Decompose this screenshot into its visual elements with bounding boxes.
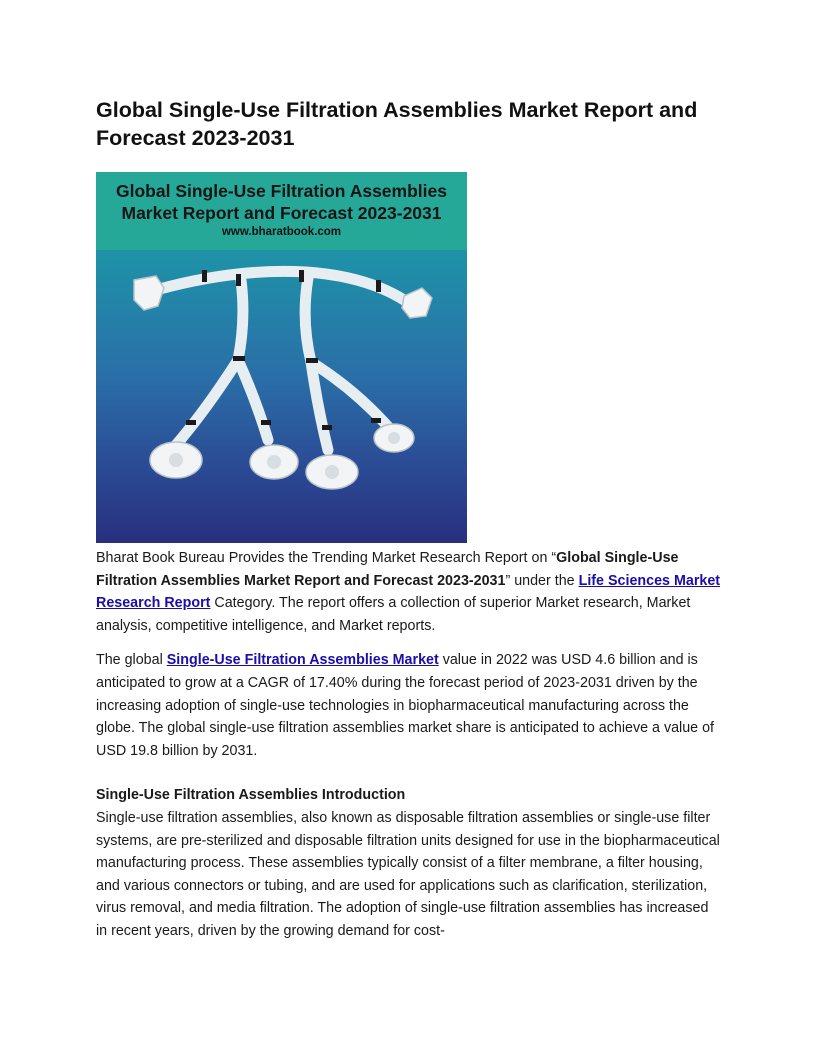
- text-span: Bharat Book Bureau Provides the Trending Market Research Report on “: [96, 550, 557, 566]
- text-span: Category. The report offers a collection of superior Market research, Market analysis, competitive intelligence, and Market reports.: [96, 595, 691, 634]
- banner-title-line2: Market Report and Forecast 2023-2031: [121, 203, 442, 223]
- text-span: The global: [96, 652, 167, 669]
- life-sciences-link[interactable]: Life Sciences Market Research Report: [96, 572, 721, 612]
- banner-url: www.bharatbook.com: [221, 226, 342, 238]
- market-link[interactable]: Single-Use Filtration Assemblies Market: [166, 652, 439, 669]
- introduction-section: [96, 784, 722, 942]
- section-body: Single-use filtration assemblies, also known as disposable filtration assemblies or single-use filter systems, are pre-sterilized and disposable filtration units designed for use in the biopharmaceutical manufacturing process. These assemblies typically consist of a filter membrane, a filter housing, and various connectors or tubing, and are used for applications such as clarification, sterilization, virus removal, and media filtration. The adoption of single-use filtration assemblies has increased in recent years, driven by the growing demand for cost-: [96, 809, 720, 939]
- banner-title-line1: Global Single-Use Filtration Assemblies: [116, 181, 447, 201]
- text-span: value in 2022 was USD 4.6 billion and is anticipated to grow at a CAGR of 17.40% during the forecast period of 2023-2031 driven by the increasing adoption of single-use technologies in biopharmaceutical manufacturing across the globe. The global single-use filtration assemblies market share is anticipated to achieve a value of USD 19.8 billion by 2031.: [96, 652, 715, 759]
- market-value-paragraph: [96, 649, 722, 762]
- document-page: [96, 96, 722, 943]
- section-heading: Single-Use Filtration Assemblies Introduction: [96, 787, 406, 804]
- page-title: Global Single-Use Filtration Assemblies Market Report and Forecast 2023-2031: [96, 98, 698, 150]
- text-span: ” under the: [505, 572, 579, 589]
- report-title-bold: Global Single-Use Filtration Assemblies Market Report and Forecast 2023-2031: [96, 550, 679, 589]
- report-banner-image: [96, 172, 467, 543]
- banner-header: [96, 172, 467, 250]
- intro-paragraph: [96, 547, 722, 637]
- filtration-assembly-illustration: [96, 250, 467, 543]
